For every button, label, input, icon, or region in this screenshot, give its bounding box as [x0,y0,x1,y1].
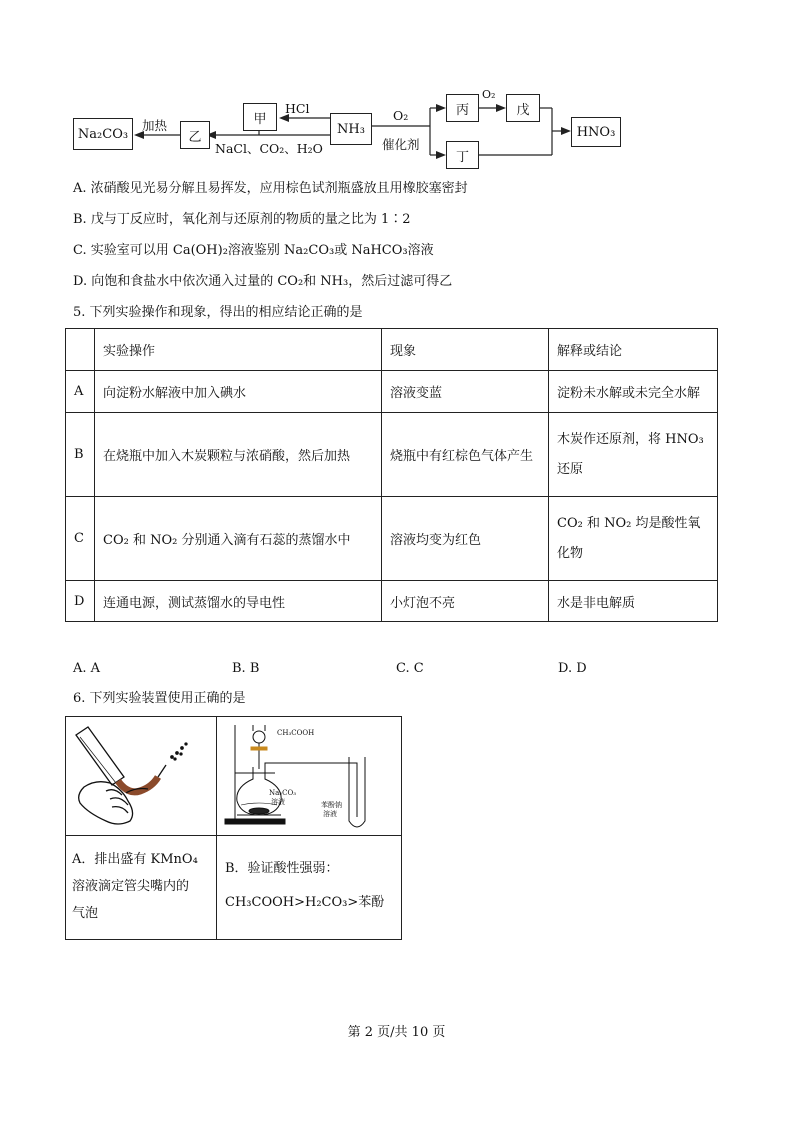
row-phenomenon: 小灯泡不亮 [382,581,549,622]
table-header-row [66,329,718,371]
row-phenomenon: 烧瓶中有红棕色气体产生 [382,413,549,497]
label-wu: 戊 [516,102,530,118]
row-label: C [66,497,95,581]
box-wu [506,94,540,122]
option-b-line: B．验证酸性强弱： [225,861,339,876]
q5-choice-c: C. C [396,661,424,676]
table-row [66,497,718,581]
label-yi: 乙 [188,129,202,145]
q4-option-c: C. 实验室可以用 Ca(OH)₂溶液鉴别 Na₂CO₃或 NaHCO₃溶液 [73,243,434,258]
label-phenolate: 苯酚钠 [321,801,342,809]
q4-option-a: A. 浓硝酸见光易分解且易挥发，应用棕色试剂瓶盛放且用橡胶塞密封 [73,181,468,196]
header-label [66,329,95,371]
label-bing: 丙 [455,102,469,118]
q5-choice-a: A. A [73,661,101,676]
table-row [66,581,718,622]
q6-text-row [66,836,402,940]
row-label: D [66,581,95,622]
diagram-arrows [0,0,793,180]
q5-table [65,328,718,622]
label-jia: 甲 [253,111,267,127]
conclusion-line: 化物 [557,545,584,561]
conclusion-line: 淀粉未水解或未完全水解 [557,386,701,401]
header-conclusion: 解释或结论 [549,329,718,371]
label-o2: O₂ [393,108,409,123]
q6-image-row [66,717,402,836]
page-footer: 第 2 页/共 10 页 [347,1025,446,1040]
option-a-line: 溶液滴定管尖嘴内的 [72,879,190,894]
row-operation: CO₂ 和 NO₂ 分别通入滴有石蕊的蒸馏水中 [95,497,382,581]
row-operation: 向淀粉水解液中加入碘水 [95,371,382,413]
q5-choice-d: D. D [558,661,587,676]
row-phenomenon: 溶液变蓝 [382,371,549,413]
burette-bubble-figure [66,717,216,831]
label-catalyst: 催化剂 [382,137,420,152]
q4-option-d: D. 向饱和食盐水中依次通入过量的 CO₂和 NH₃，然后过滤可得乙 [73,274,453,289]
label-heat: 加热 [142,118,168,133]
label-o2-small: O₂ [482,88,496,101]
label-nh3: NH₃ [337,121,365,137]
row-operation: 在烧瓶中加入木炭颗粒与浓硝酸，然后加热 [95,413,382,497]
label-phenolate-solution: 溶液 [323,810,337,818]
header-operation: 实验操作 [95,329,382,371]
table-row [66,371,718,413]
row-label: A [66,371,95,413]
row-label: B [66,413,95,497]
label-hno3: HNO₃ [576,124,616,140]
header-phenomenon: 现象 [382,329,549,371]
label-flask-solution: 溶液 [271,798,285,806]
option-a-line: 气泡 [72,906,99,921]
label-ding: 丁 [455,149,469,165]
conclusion-line: CO₂ 和 NO₂ 均是酸性氧 [557,515,701,531]
conclusion-line: 水是非电解质 [557,595,636,611]
figure-a-cell [66,717,217,836]
label-nacl-reagents: NaCl、CO₂、H₂O [215,141,323,156]
label-na2co3-flask: Na₂CO₃ [269,789,297,797]
option-b-cell [217,836,402,940]
q6-table [65,716,402,940]
box-yi [180,121,210,149]
box-jia [243,103,277,131]
conclusion-line: 木炭作还原剂，将 HNO₃ [557,431,704,447]
option-b-line: CH₃COOH>H₂CO₃>苯酚 [225,895,385,910]
q4-option-b: B. 戊与丁反应时，氧化剂与还原剂的物质的量之比为 1∶2 [73,212,411,227]
label-hcl: HCl [285,101,310,116]
box-nh3 [330,113,372,145]
row-operation: 连通电源，测试蒸馏水的导电性 [95,581,382,622]
box-bing [446,94,479,122]
label-ch3cooh: CH₃COOH [277,729,315,737]
conclusion-line: 还原 [557,461,584,477]
table-row [66,413,718,497]
box-na2co3 [73,118,133,150]
row-conclusion [549,413,718,497]
q5-stem: 5. 下列实验操作和现象，得出的相应结论正确的是 [73,305,363,320]
row-conclusion [549,371,718,413]
row-phenomenon: 溶液均变为红色 [382,497,549,581]
box-hno3 [571,117,621,147]
row-conclusion [549,581,718,622]
option-a-cell [66,836,217,940]
box-ding [446,141,479,169]
option-a-line: A．排出盛有 KMnO₄ [72,852,198,867]
acidity-apparatus-figure [217,717,401,831]
q5-choice-b: B. B [232,661,260,676]
figure-b-cell [217,717,402,836]
q6-stem: 6. 下列实验装置使用正确的是 [73,691,246,706]
label-na2co3: Na₂CO₃ [77,126,129,142]
row-conclusion [549,497,718,581]
